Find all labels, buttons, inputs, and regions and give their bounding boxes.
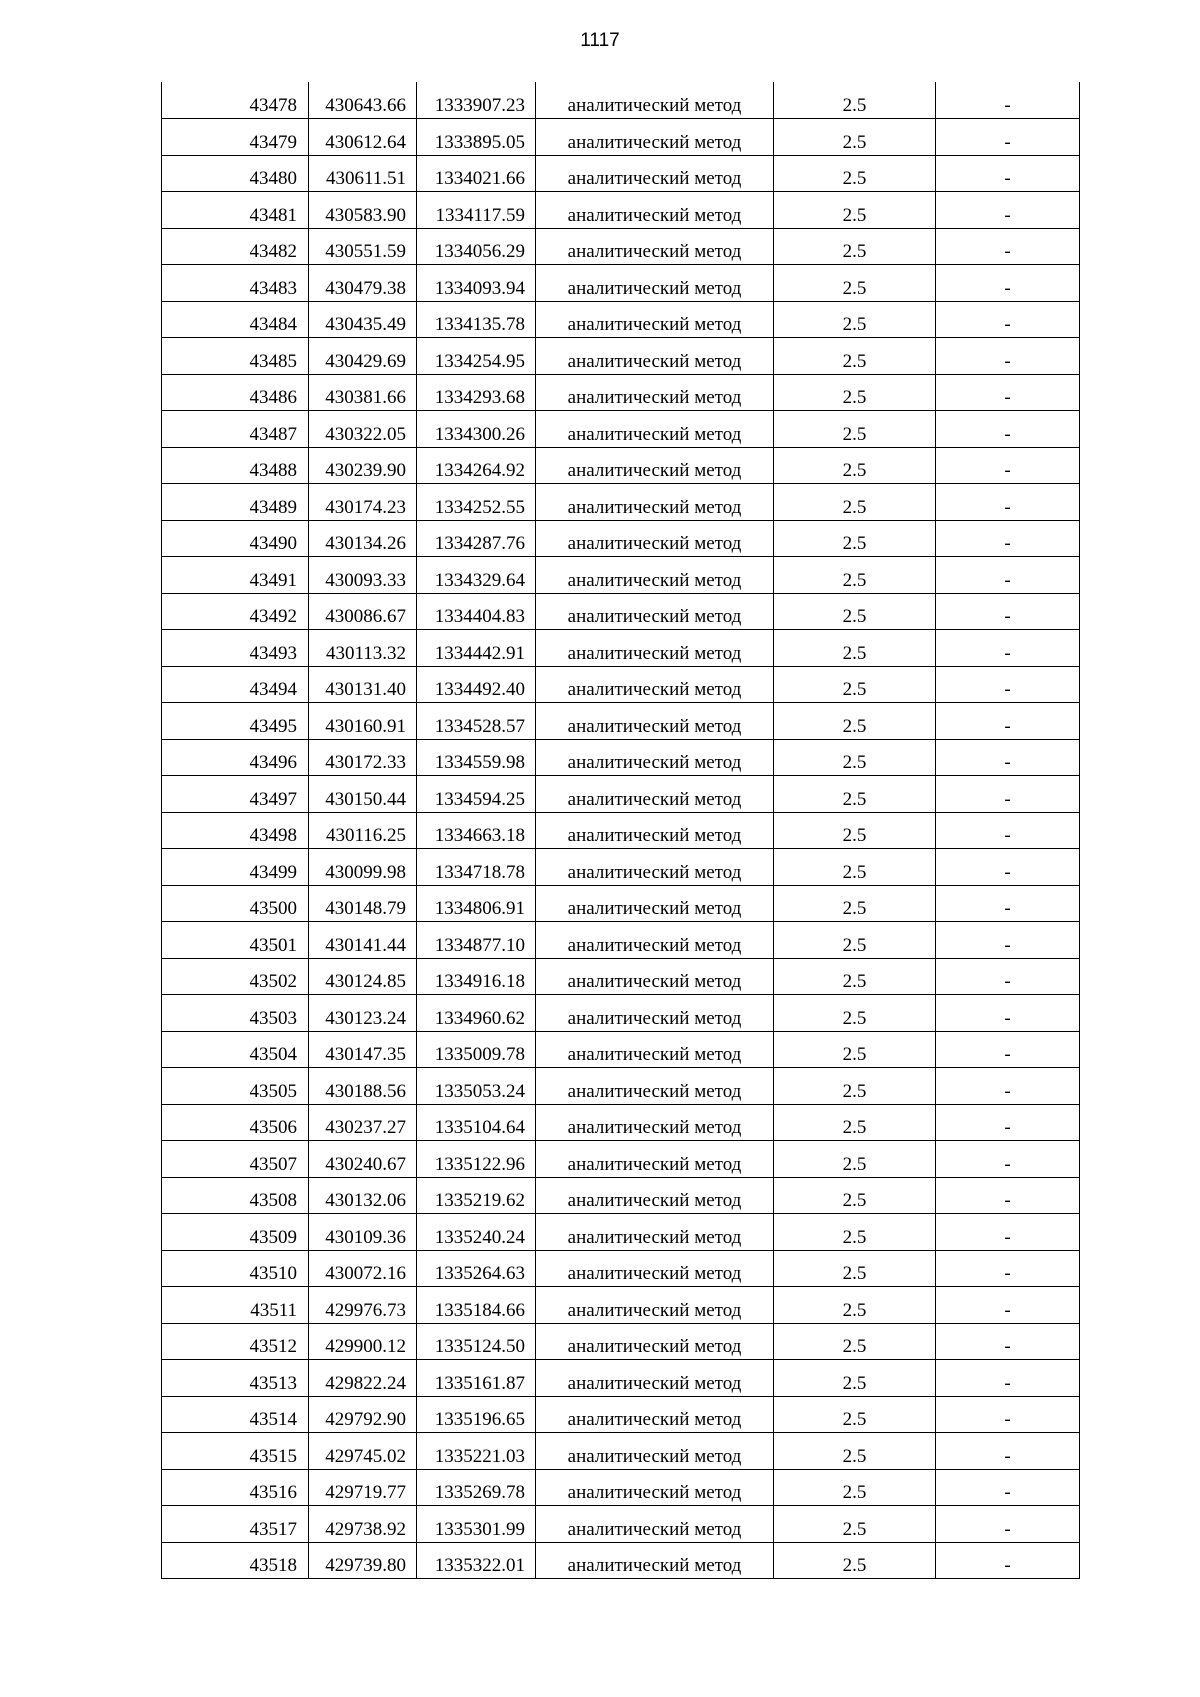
accuracy-cell: 2.5 xyxy=(774,1360,936,1397)
note-cell: - xyxy=(936,1214,1080,1251)
method-cell: аналитический метод xyxy=(536,958,774,995)
method-cell: аналитический метод xyxy=(536,1141,774,1178)
table-row xyxy=(162,1214,1080,1251)
point-number-cell: 43489 xyxy=(162,484,309,521)
x-coordinate-cell: 430131.40 xyxy=(309,666,417,703)
note-cell: - xyxy=(936,812,1080,849)
method-cell: аналитический метод xyxy=(536,484,774,521)
table-row xyxy=(162,520,1080,557)
method-cell: аналитический метод xyxy=(536,776,774,813)
coordinates-table-body xyxy=(162,82,1080,1579)
y-coordinate-cell: 1335240.24 xyxy=(417,1214,536,1251)
note-cell: - xyxy=(936,1506,1080,1543)
x-coordinate-cell: 430150.44 xyxy=(309,776,417,813)
method-cell: аналитический метод xyxy=(536,82,774,119)
point-number-cell: 43504 xyxy=(162,1031,309,1068)
note-cell: - xyxy=(936,301,1080,338)
table-row xyxy=(162,338,1080,375)
accuracy-cell: 2.5 xyxy=(774,995,936,1032)
table-row xyxy=(162,1506,1080,1543)
method-cell: аналитический метод xyxy=(536,520,774,557)
accuracy-cell: 2.5 xyxy=(774,484,936,521)
accuracy-cell: 2.5 xyxy=(774,1433,936,1470)
y-coordinate-cell: 1334135.78 xyxy=(417,301,536,338)
x-coordinate-cell: 430072.16 xyxy=(309,1250,417,1287)
method-cell: аналитический метод xyxy=(536,922,774,959)
point-number-cell: 43485 xyxy=(162,338,309,375)
y-coordinate-cell: 1334293.68 xyxy=(417,374,536,411)
accuracy-cell: 2.5 xyxy=(774,885,936,922)
accuracy-cell: 2.5 xyxy=(774,958,936,995)
point-number-cell: 43492 xyxy=(162,593,309,630)
x-coordinate-cell: 430240.67 xyxy=(309,1141,417,1178)
x-coordinate-cell: 430093.33 xyxy=(309,557,417,594)
note-cell: - xyxy=(936,922,1080,959)
note-cell: - xyxy=(936,520,1080,557)
y-coordinate-cell: 1334404.83 xyxy=(417,593,536,630)
note-cell: - xyxy=(936,885,1080,922)
point-number-cell: 43507 xyxy=(162,1141,309,1178)
table-row xyxy=(162,593,1080,630)
accuracy-cell: 2.5 xyxy=(774,1068,936,1105)
y-coordinate-cell: 1334287.76 xyxy=(417,520,536,557)
x-coordinate-cell: 430124.85 xyxy=(309,958,417,995)
note-cell: - xyxy=(936,155,1080,192)
method-cell: аналитический метод xyxy=(536,301,774,338)
note-cell: - xyxy=(936,666,1080,703)
method-cell: аналитический метод xyxy=(536,155,774,192)
point-number-cell: 43481 xyxy=(162,192,309,229)
method-cell: аналитический метод xyxy=(536,666,774,703)
x-coordinate-cell: 429738.92 xyxy=(309,1506,417,1543)
method-cell: аналитический метод xyxy=(536,703,774,740)
y-coordinate-cell: 1334663.18 xyxy=(417,812,536,849)
method-cell: аналитический метод xyxy=(536,411,774,448)
note-cell: - xyxy=(936,1141,1080,1178)
y-coordinate-cell: 1335161.87 xyxy=(417,1360,536,1397)
method-cell: аналитический метод xyxy=(536,1250,774,1287)
method-cell: аналитический метод xyxy=(536,1396,774,1433)
point-number-cell: 43517 xyxy=(162,1506,309,1543)
x-coordinate-cell: 430132.06 xyxy=(309,1177,417,1214)
x-coordinate-cell: 429976.73 xyxy=(309,1287,417,1324)
table-row xyxy=(162,812,1080,849)
x-coordinate-cell: 430583.90 xyxy=(309,192,417,229)
accuracy-cell: 2.5 xyxy=(774,338,936,375)
method-cell: аналитический метод xyxy=(536,1031,774,1068)
point-number-cell: 43514 xyxy=(162,1396,309,1433)
method-cell: аналитический метод xyxy=(536,374,774,411)
x-coordinate-cell: 430160.91 xyxy=(309,703,417,740)
note-cell: - xyxy=(936,192,1080,229)
point-number-cell: 43479 xyxy=(162,119,309,156)
method-cell: аналитический метод xyxy=(536,265,774,302)
note-cell: - xyxy=(936,228,1080,265)
table-row xyxy=(162,82,1080,119)
table-row xyxy=(162,630,1080,667)
table-row xyxy=(162,119,1080,156)
table-row xyxy=(162,1433,1080,1470)
point-number-cell: 43500 xyxy=(162,885,309,922)
y-coordinate-cell: 1334594.25 xyxy=(417,776,536,813)
table-row xyxy=(162,557,1080,594)
y-coordinate-cell: 1335322.01 xyxy=(417,1542,536,1579)
note-cell: - xyxy=(936,411,1080,448)
method-cell: аналитический метод xyxy=(536,739,774,776)
method-cell: аналитический метод xyxy=(536,228,774,265)
table-row xyxy=(162,301,1080,338)
accuracy-cell: 2.5 xyxy=(774,1214,936,1251)
point-number-cell: 43516 xyxy=(162,1469,309,1506)
point-number-cell: 43513 xyxy=(162,1360,309,1397)
accuracy-cell: 2.5 xyxy=(774,265,936,302)
note-cell: - xyxy=(936,1396,1080,1433)
x-coordinate-cell: 429739.80 xyxy=(309,1542,417,1579)
accuracy-cell: 2.5 xyxy=(774,1031,936,1068)
x-coordinate-cell: 430322.05 xyxy=(309,411,417,448)
point-number-cell: 43508 xyxy=(162,1177,309,1214)
accuracy-cell: 2.5 xyxy=(774,812,936,849)
table-row xyxy=(162,1250,1080,1287)
y-coordinate-cell: 1335301.99 xyxy=(417,1506,536,1543)
accuracy-cell: 2.5 xyxy=(774,155,936,192)
x-coordinate-cell: 430141.44 xyxy=(309,922,417,959)
point-number-cell: 43509 xyxy=(162,1214,309,1251)
note-cell: - xyxy=(936,1323,1080,1360)
accuracy-cell: 2.5 xyxy=(774,776,936,813)
table-row xyxy=(162,1104,1080,1141)
point-number-cell: 43505 xyxy=(162,1068,309,1105)
note-cell: - xyxy=(936,1542,1080,1579)
note-cell: - xyxy=(936,265,1080,302)
y-coordinate-cell: 1335269.78 xyxy=(417,1469,536,1506)
y-coordinate-cell: 1335009.78 xyxy=(417,1031,536,1068)
y-coordinate-cell: 1334916.18 xyxy=(417,958,536,995)
method-cell: аналитический метод xyxy=(536,192,774,229)
method-cell: аналитический метод xyxy=(536,557,774,594)
note-cell: - xyxy=(936,374,1080,411)
note-cell: - xyxy=(936,995,1080,1032)
accuracy-cell: 2.5 xyxy=(774,520,936,557)
note-cell: - xyxy=(936,119,1080,156)
point-number-cell: 43511 xyxy=(162,1287,309,1324)
note-cell: - xyxy=(936,1433,1080,1470)
note-cell: - xyxy=(936,703,1080,740)
table-row xyxy=(162,1323,1080,1360)
note-cell: - xyxy=(936,739,1080,776)
table-row xyxy=(162,1542,1080,1579)
point-number-cell: 43484 xyxy=(162,301,309,338)
point-number-cell: 43498 xyxy=(162,812,309,849)
y-coordinate-cell: 1334021.66 xyxy=(417,155,536,192)
point-number-cell: 43478 xyxy=(162,82,309,119)
accuracy-cell: 2.5 xyxy=(774,1323,936,1360)
point-number-cell: 43510 xyxy=(162,1250,309,1287)
y-coordinate-cell: 1335053.24 xyxy=(417,1068,536,1105)
x-coordinate-cell: 430116.25 xyxy=(309,812,417,849)
note-cell: - xyxy=(936,593,1080,630)
table-row xyxy=(162,1177,1080,1214)
accuracy-cell: 2.5 xyxy=(774,192,936,229)
y-coordinate-cell: 1335184.66 xyxy=(417,1287,536,1324)
y-coordinate-cell: 1334254.95 xyxy=(417,338,536,375)
x-coordinate-cell: 430643.66 xyxy=(309,82,417,119)
method-cell: аналитический метод xyxy=(536,1506,774,1543)
x-coordinate-cell: 430109.36 xyxy=(309,1214,417,1251)
method-cell: аналитический метод xyxy=(536,338,774,375)
accuracy-cell: 2.5 xyxy=(774,301,936,338)
note-cell: - xyxy=(936,1068,1080,1105)
method-cell: аналитический метод xyxy=(536,1542,774,1579)
x-coordinate-cell: 430099.98 xyxy=(309,849,417,886)
accuracy-cell: 2.5 xyxy=(774,1287,936,1324)
y-coordinate-cell: 1334718.78 xyxy=(417,849,536,886)
table-row xyxy=(162,776,1080,813)
x-coordinate-cell: 430123.24 xyxy=(309,995,417,1032)
x-coordinate-cell: 430551.59 xyxy=(309,228,417,265)
x-coordinate-cell: 430148.79 xyxy=(309,885,417,922)
note-cell: - xyxy=(936,1287,1080,1324)
method-cell: аналитический метод xyxy=(536,1177,774,1214)
y-coordinate-cell: 1334252.55 xyxy=(417,484,536,521)
accuracy-cell: 2.5 xyxy=(774,630,936,667)
method-cell: аналитический метод xyxy=(536,1104,774,1141)
y-coordinate-cell: 1335104.64 xyxy=(417,1104,536,1141)
point-number-cell: 43506 xyxy=(162,1104,309,1141)
x-coordinate-cell: 429792.90 xyxy=(309,1396,417,1433)
table-row xyxy=(162,922,1080,959)
point-number-cell: 43495 xyxy=(162,703,309,740)
point-number-cell: 43501 xyxy=(162,922,309,959)
accuracy-cell: 2.5 xyxy=(774,739,936,776)
page-number: 1117 xyxy=(580,30,620,51)
y-coordinate-cell: 1334806.91 xyxy=(417,885,536,922)
accuracy-cell: 2.5 xyxy=(774,1396,936,1433)
x-coordinate-cell: 430429.69 xyxy=(309,338,417,375)
point-number-cell: 43512 xyxy=(162,1323,309,1360)
y-coordinate-cell: 1335124.50 xyxy=(417,1323,536,1360)
method-cell: аналитический метод xyxy=(536,885,774,922)
accuracy-cell: 2.5 xyxy=(774,119,936,156)
method-cell: аналитический метод xyxy=(536,593,774,630)
accuracy-cell: 2.5 xyxy=(774,1250,936,1287)
x-coordinate-cell: 430239.90 xyxy=(309,447,417,484)
accuracy-cell: 2.5 xyxy=(774,1141,936,1178)
y-coordinate-cell: 1335221.03 xyxy=(417,1433,536,1470)
y-coordinate-cell: 1334492.40 xyxy=(417,666,536,703)
table-row xyxy=(162,1068,1080,1105)
y-coordinate-cell: 1335196.65 xyxy=(417,1396,536,1433)
note-cell: - xyxy=(936,82,1080,119)
note-cell: - xyxy=(936,484,1080,521)
table-row xyxy=(162,447,1080,484)
y-coordinate-cell: 1333895.05 xyxy=(417,119,536,156)
accuracy-cell: 2.5 xyxy=(774,593,936,630)
table-row xyxy=(162,739,1080,776)
accuracy-cell: 2.5 xyxy=(774,703,936,740)
y-coordinate-cell: 1335219.62 xyxy=(417,1177,536,1214)
x-coordinate-cell: 430086.67 xyxy=(309,593,417,630)
method-cell: аналитический метод xyxy=(536,119,774,156)
table-row xyxy=(162,1287,1080,1324)
note-cell: - xyxy=(936,1469,1080,1506)
x-coordinate-cell: 429900.12 xyxy=(309,1323,417,1360)
point-number-cell: 43518 xyxy=(162,1542,309,1579)
x-coordinate-cell: 430612.64 xyxy=(309,119,417,156)
coordinates-table xyxy=(161,82,1080,1579)
accuracy-cell: 2.5 xyxy=(774,557,936,594)
x-coordinate-cell: 430479.38 xyxy=(309,265,417,302)
table-row xyxy=(162,995,1080,1032)
y-coordinate-cell: 1334093.94 xyxy=(417,265,536,302)
point-number-cell: 43499 xyxy=(162,849,309,886)
x-coordinate-cell: 429745.02 xyxy=(309,1433,417,1470)
point-number-cell: 43497 xyxy=(162,776,309,813)
point-number-cell: 43490 xyxy=(162,520,309,557)
point-number-cell: 43486 xyxy=(162,374,309,411)
accuracy-cell: 2.5 xyxy=(774,411,936,448)
method-cell: аналитический метод xyxy=(536,1323,774,1360)
method-cell: аналитический метод xyxy=(536,1287,774,1324)
accuracy-cell: 2.5 xyxy=(774,228,936,265)
method-cell: аналитический метод xyxy=(536,849,774,886)
table-row xyxy=(162,703,1080,740)
table-row xyxy=(162,1141,1080,1178)
note-cell: - xyxy=(936,1104,1080,1141)
point-number-cell: 43493 xyxy=(162,630,309,667)
table-row xyxy=(162,374,1080,411)
note-cell: - xyxy=(936,557,1080,594)
accuracy-cell: 2.5 xyxy=(774,922,936,959)
point-number-cell: 43494 xyxy=(162,666,309,703)
y-coordinate-cell: 1334528.57 xyxy=(417,703,536,740)
x-coordinate-cell: 430611.51 xyxy=(309,155,417,192)
point-number-cell: 43487 xyxy=(162,411,309,448)
y-coordinate-cell: 1334117.59 xyxy=(417,192,536,229)
accuracy-cell: 2.5 xyxy=(774,1104,936,1141)
method-cell: аналитический метод xyxy=(536,1068,774,1105)
table-row xyxy=(162,228,1080,265)
method-cell: аналитический метод xyxy=(536,1433,774,1470)
note-cell: - xyxy=(936,1177,1080,1214)
method-cell: аналитический метод xyxy=(536,447,774,484)
y-coordinate-cell: 1334877.10 xyxy=(417,922,536,959)
x-coordinate-cell: 430188.56 xyxy=(309,1068,417,1105)
y-coordinate-cell: 1333907.23 xyxy=(417,82,536,119)
accuracy-cell: 2.5 xyxy=(774,849,936,886)
point-number-cell: 43480 xyxy=(162,155,309,192)
note-cell: - xyxy=(936,1250,1080,1287)
note-cell: - xyxy=(936,338,1080,375)
table-row xyxy=(162,265,1080,302)
note-cell: - xyxy=(936,776,1080,813)
method-cell: аналитический метод xyxy=(536,995,774,1032)
point-number-cell: 43482 xyxy=(162,228,309,265)
y-coordinate-cell: 1335264.63 xyxy=(417,1250,536,1287)
table-row xyxy=(162,484,1080,521)
accuracy-cell: 2.5 xyxy=(774,374,936,411)
accuracy-cell: 2.5 xyxy=(774,1469,936,1506)
method-cell: аналитический метод xyxy=(536,1214,774,1251)
method-cell: аналитический метод xyxy=(536,1469,774,1506)
y-coordinate-cell: 1334329.64 xyxy=(417,557,536,594)
note-cell: - xyxy=(936,630,1080,667)
point-number-cell: 43496 xyxy=(162,739,309,776)
point-number-cell: 43503 xyxy=(162,995,309,1032)
table-row xyxy=(162,1396,1080,1433)
table-row xyxy=(162,1469,1080,1506)
accuracy-cell: 2.5 xyxy=(774,447,936,484)
point-number-cell: 43483 xyxy=(162,265,309,302)
y-coordinate-cell: 1334264.92 xyxy=(417,447,536,484)
y-coordinate-cell: 1334960.62 xyxy=(417,995,536,1032)
note-cell: - xyxy=(936,1360,1080,1397)
x-coordinate-cell: 430237.27 xyxy=(309,1104,417,1141)
note-cell: - xyxy=(936,958,1080,995)
accuracy-cell: 2.5 xyxy=(774,1506,936,1543)
x-coordinate-cell: 430147.35 xyxy=(309,1031,417,1068)
accuracy-cell: 2.5 xyxy=(774,82,936,119)
table-row xyxy=(162,155,1080,192)
x-coordinate-cell: 430381.66 xyxy=(309,374,417,411)
table-row xyxy=(162,1360,1080,1397)
table-row xyxy=(162,666,1080,703)
y-coordinate-cell: 1334442.91 xyxy=(417,630,536,667)
x-coordinate-cell: 430435.49 xyxy=(309,301,417,338)
table-row xyxy=(162,885,1080,922)
method-cell: аналитический метод xyxy=(536,1360,774,1397)
accuracy-cell: 2.5 xyxy=(774,1542,936,1579)
table-row xyxy=(162,958,1080,995)
point-number-cell: 43515 xyxy=(162,1433,309,1470)
note-cell: - xyxy=(936,1031,1080,1068)
table-row xyxy=(162,411,1080,448)
point-number-cell: 43488 xyxy=(162,447,309,484)
y-coordinate-cell: 1334300.26 xyxy=(417,411,536,448)
method-cell: аналитический метод xyxy=(536,812,774,849)
point-number-cell: 43502 xyxy=(162,958,309,995)
table-row xyxy=(162,849,1080,886)
x-coordinate-cell: 429822.24 xyxy=(309,1360,417,1397)
x-coordinate-cell: 429719.77 xyxy=(309,1469,417,1506)
x-coordinate-cell: 430174.23 xyxy=(309,484,417,521)
table-row xyxy=(162,1031,1080,1068)
method-cell: аналитический метод xyxy=(536,630,774,667)
point-number-cell: 43491 xyxy=(162,557,309,594)
accuracy-cell: 2.5 xyxy=(774,1177,936,1214)
y-coordinate-cell: 1334559.98 xyxy=(417,739,536,776)
y-coordinate-cell: 1334056.29 xyxy=(417,228,536,265)
x-coordinate-cell: 430172.33 xyxy=(309,739,417,776)
note-cell: - xyxy=(936,447,1080,484)
y-coordinate-cell: 1335122.96 xyxy=(417,1141,536,1178)
table-row xyxy=(162,192,1080,229)
x-coordinate-cell: 430134.26 xyxy=(309,520,417,557)
x-coordinate-cell: 430113.32 xyxy=(309,630,417,667)
note-cell: - xyxy=(936,849,1080,886)
accuracy-cell: 2.5 xyxy=(774,666,936,703)
